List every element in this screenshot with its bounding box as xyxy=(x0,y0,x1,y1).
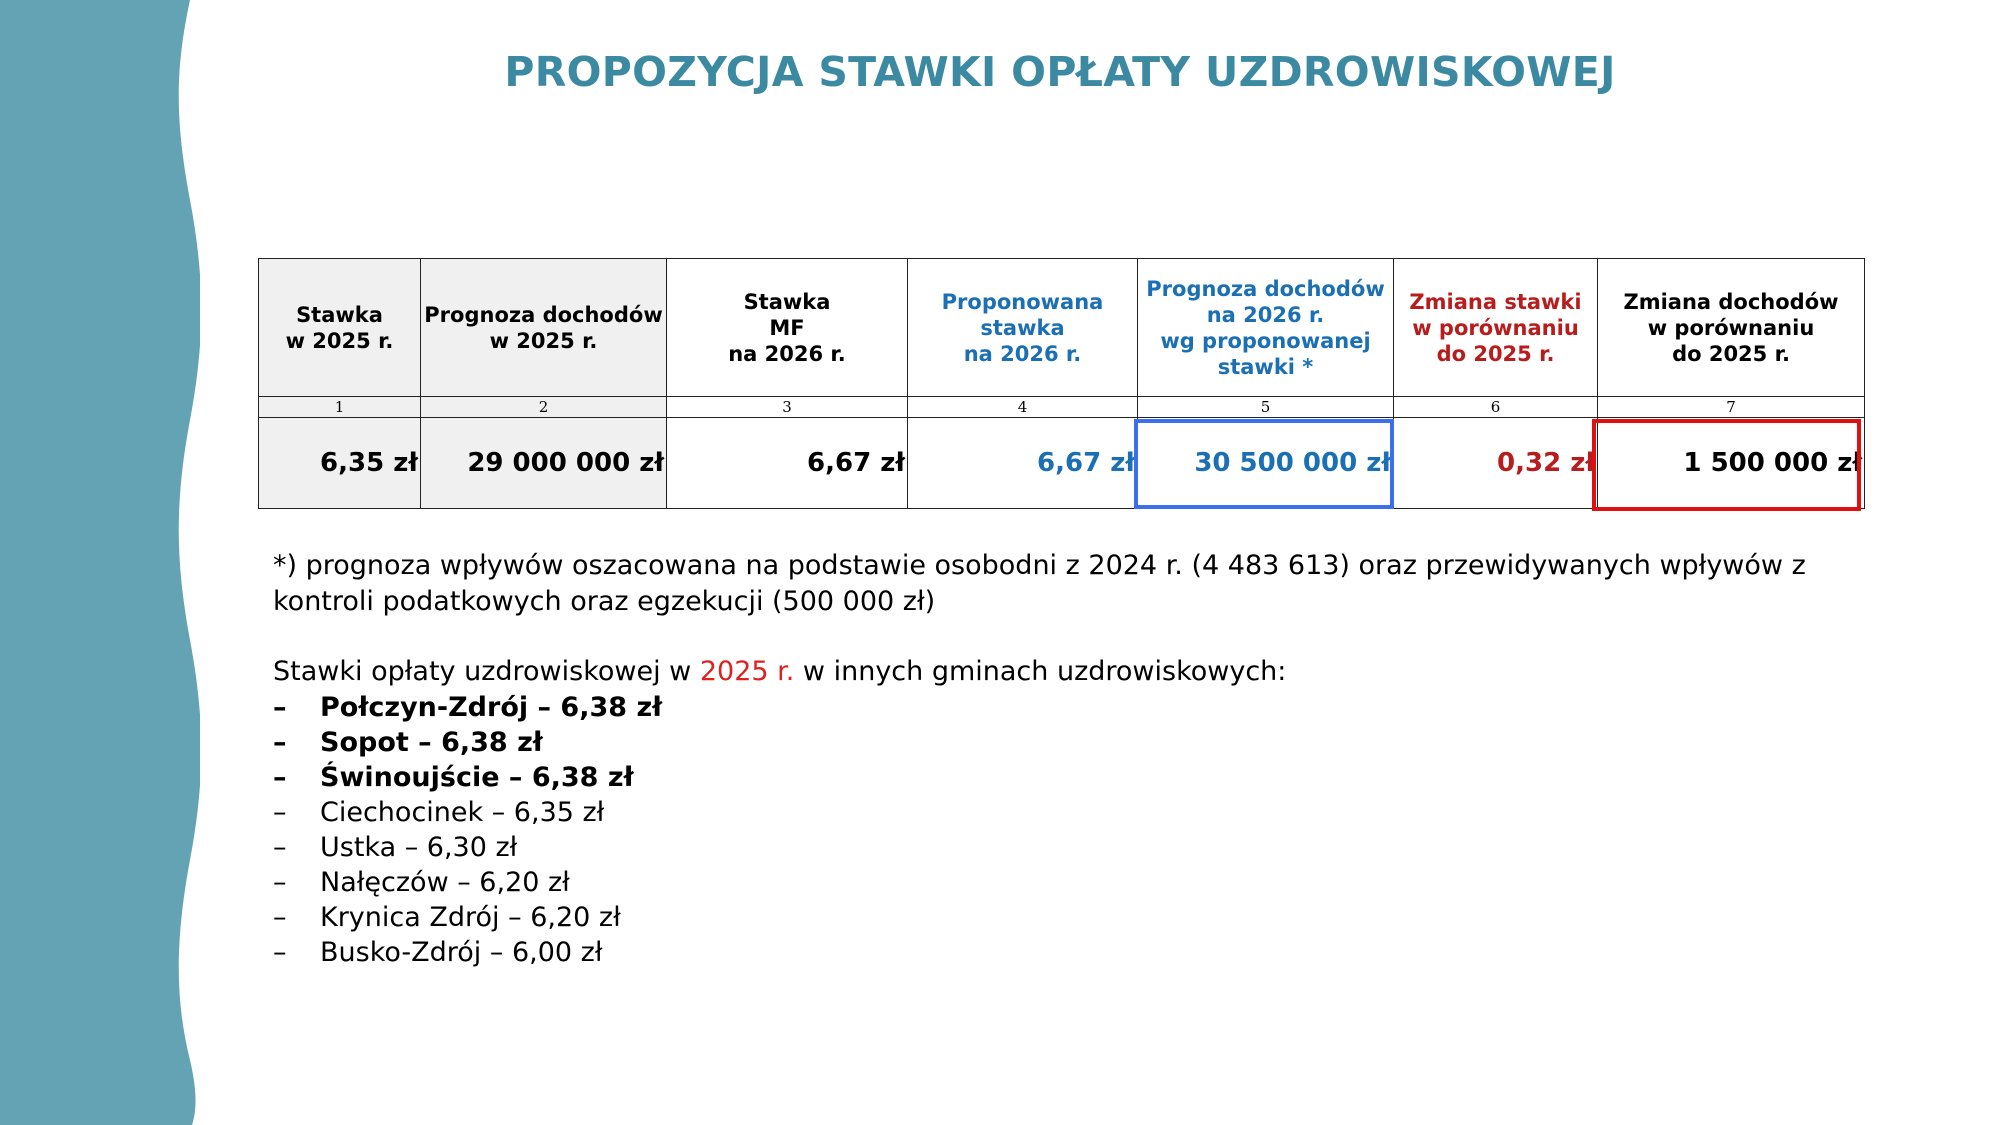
value-rate-change: 0,32 zł xyxy=(1394,418,1598,509)
value-income-change: 1 500 000 zł xyxy=(1598,418,1865,509)
comparison-intro xyxy=(273,654,1286,690)
dash-bullet: – xyxy=(273,762,287,793)
list-item xyxy=(273,865,662,900)
list-item xyxy=(273,690,662,725)
header-line: w 2025 r. xyxy=(285,328,394,353)
municipality-list xyxy=(273,690,662,970)
header-line: Zmiana dochodów xyxy=(1623,289,1839,314)
header-line: na 2026 r. xyxy=(963,341,1082,366)
table-header-row xyxy=(259,259,1865,397)
header-line: stawka xyxy=(980,315,1065,340)
list-item xyxy=(273,725,662,760)
header-cell xyxy=(1138,259,1394,397)
header-cell xyxy=(259,259,421,397)
header-line: wg proponowanej xyxy=(1160,328,1371,353)
header-cell xyxy=(1394,259,1598,397)
column-number: 2 xyxy=(421,397,667,418)
column-number: 7 xyxy=(1598,397,1865,418)
value-proposed-rate-2026: 6,67 zł xyxy=(908,418,1138,509)
dash-bullet: – xyxy=(273,692,287,723)
decorative-wave-band xyxy=(0,0,200,1125)
header-line: Stawka xyxy=(743,289,831,314)
dash-bullet: – xyxy=(273,902,287,933)
dash-bullet: – xyxy=(273,797,287,828)
intro-text-start: Stawki opłaty uzdrowiskowej w xyxy=(273,656,700,687)
header-cell xyxy=(1598,259,1865,397)
page-title: PROPOZYCJA STAWKI OPŁATY UZDROWISKOWEJ xyxy=(504,48,1616,96)
column-number: 6 xyxy=(1394,397,1598,418)
dash-bullet: – xyxy=(273,867,287,898)
intro-year: 2025 r. xyxy=(699,656,795,687)
value-rate-2025: 6,35 zł xyxy=(259,418,421,509)
header-cell xyxy=(421,259,667,397)
list-item-text: Busko-Zdrój – 6,00 zł xyxy=(320,937,603,968)
list-item-text: Połczyn-Zdrój – 6,38 zł xyxy=(320,692,663,723)
value-income-2025: 29 000 000 zł xyxy=(421,418,667,509)
header-line: do 2025 r. xyxy=(1672,341,1790,366)
header-line: do 2025 r. xyxy=(1436,341,1555,366)
intro-text-end: w innych gminach uzdrowiskowych: xyxy=(794,656,1287,687)
column-number: 4 xyxy=(908,397,1138,418)
header-line: Proponowana xyxy=(941,289,1104,314)
column-number: 5 xyxy=(1138,397,1394,418)
table-number-row xyxy=(259,397,1865,418)
list-item xyxy=(273,935,662,970)
list-item xyxy=(273,830,662,865)
header-line: na 2026 r. xyxy=(728,341,846,366)
list-item-text: Ustka – 6,30 zł xyxy=(320,832,518,863)
list-item-text: Świnoujście – 6,38 zł xyxy=(320,762,634,793)
highlight-box-blue xyxy=(1134,419,1394,509)
list-item-text: Ciechocinek – 6,35 zł xyxy=(320,797,605,828)
footnote: *) prognoza wpływów oszacowana na podstawie osobodni z 2024 r. (4 483 613) oraz przewidywanych wpływów z kontroli podatkowych oraz egzekucji (500 000 zł) xyxy=(273,550,1806,617)
header-cell xyxy=(667,259,908,397)
header-line: stawki * xyxy=(1217,354,1314,379)
header-line: na 2026 r. xyxy=(1206,302,1325,327)
value-income-forecast-2026: 30 500 000 zł xyxy=(1138,418,1394,509)
header-line: MF xyxy=(769,315,805,340)
list-item-text: Krynica Zdrój – 6,20 zł xyxy=(320,902,621,933)
highlight-box-red xyxy=(1592,419,1861,511)
header-line: w porównaniu xyxy=(1412,315,1579,340)
header-line: w porównaniu xyxy=(1647,315,1815,340)
header-line: Prognoza dochodów xyxy=(1146,276,1385,301)
header-line: w 2025 r. xyxy=(489,328,598,353)
list-item-text: Sopot – 6,38 zł xyxy=(320,727,543,758)
header-line: Stawka xyxy=(296,302,383,327)
header-line: Prognoza dochodów xyxy=(424,302,663,327)
header-cell xyxy=(908,259,1138,397)
list-item xyxy=(273,760,662,795)
column-number: 1 xyxy=(259,397,421,418)
list-item xyxy=(273,795,662,830)
dash-bullet: – xyxy=(273,937,287,968)
list-item-text: Nałęczów – 6,20 zł xyxy=(320,867,570,898)
dash-bullet: – xyxy=(273,832,287,863)
column-number: 3 xyxy=(667,397,908,418)
dash-bullet: – xyxy=(273,727,287,758)
header-line: Zmiana stawki xyxy=(1409,289,1582,314)
value-mf-rate-2026: 6,67 zł xyxy=(667,418,908,509)
list-item xyxy=(273,900,662,935)
